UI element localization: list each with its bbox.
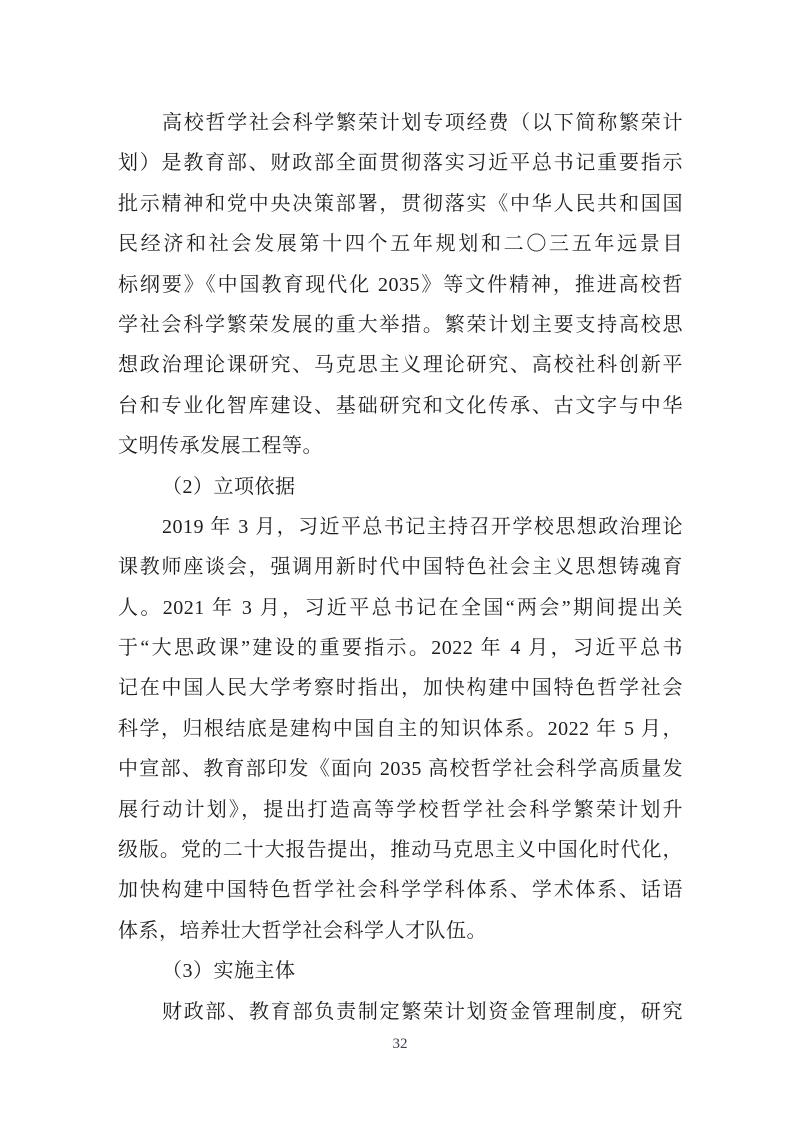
text-line: 中宣部、教育部印发《面向 2035 高校哲学社会科学高质量发 bbox=[118, 758, 683, 781]
body-text bbox=[118, 103, 683, 1032]
page-number: 32 bbox=[392, 1036, 408, 1052]
text-line: 于“大思政课”建设的重要指示。2022 年 4 月，习近平总书 bbox=[118, 637, 683, 660]
section-heading: （2）立项依据 bbox=[162, 475, 296, 498]
text-line: 想政治理论课研究、马克思主义理论研究、高校社科创新平 bbox=[118, 354, 683, 377]
text-line: 体系，培养壮大哲学社会科学人才队伍。 bbox=[118, 919, 487, 942]
text-line: 加快构建中国特色哲学社会科学学科体系、学术体系、话语 bbox=[118, 879, 683, 902]
text-line: 科学，归根结底是建构中国自主的知识体系。2022 年 5 月， bbox=[118, 717, 683, 740]
text-line: 展行动计划》，提出打造高等学校哲学社会科学繁荣计划升 bbox=[118, 798, 683, 821]
text-line: 财政部、教育部负责制定繁荣计划资金管理制度，研究 bbox=[162, 1000, 683, 1023]
text-line: 台和专业化智库建设、基础研究和文化传承、古文字与中华 bbox=[118, 394, 683, 417]
text-line: 标纲要》《中国教育现代化 2035》等文件精神，推进高校哲 bbox=[118, 273, 683, 296]
text-line: 学社会科学繁荣发展的重大举措。繁荣计划主要支持高校思 bbox=[118, 313, 683, 336]
text-line: 级版。党的二十大报告提出，推动马克思主义中国化时代化， bbox=[118, 839, 683, 862]
text-line: 课教师座谈会，强调用新时代中国特色社会主义思想铸魂育 bbox=[118, 556, 683, 579]
text-line: 2019 年 3 月，习近平总书记主持召开学校思想政治理论 bbox=[162, 515, 683, 538]
section-heading: （3）实施主体 bbox=[162, 960, 296, 983]
text-line: 文明传承发展工程等。 bbox=[118, 435, 323, 458]
text-line: 划）是教育部、财政部全面贯彻落实习近平总书记重要指示 bbox=[118, 152, 683, 175]
text-line: 批示精神和党中央决策部署，贯彻落实《中华人民共和国国 bbox=[118, 192, 683, 215]
text-line: 高校哲学社会科学繁荣计划专项经费（以下简称繁荣计 bbox=[162, 112, 683, 134]
text-line: 民经济和社会发展第十四个五年规划和二〇三五年远景目 bbox=[118, 233, 683, 256]
text-line: 记在中国人民大学考察时指出，加快构建中国特色哲学社会 bbox=[118, 677, 683, 700]
text-line: 人。2021 年 3 月，习近平总书记在全国“两会”期间提出关 bbox=[118, 596, 683, 619]
